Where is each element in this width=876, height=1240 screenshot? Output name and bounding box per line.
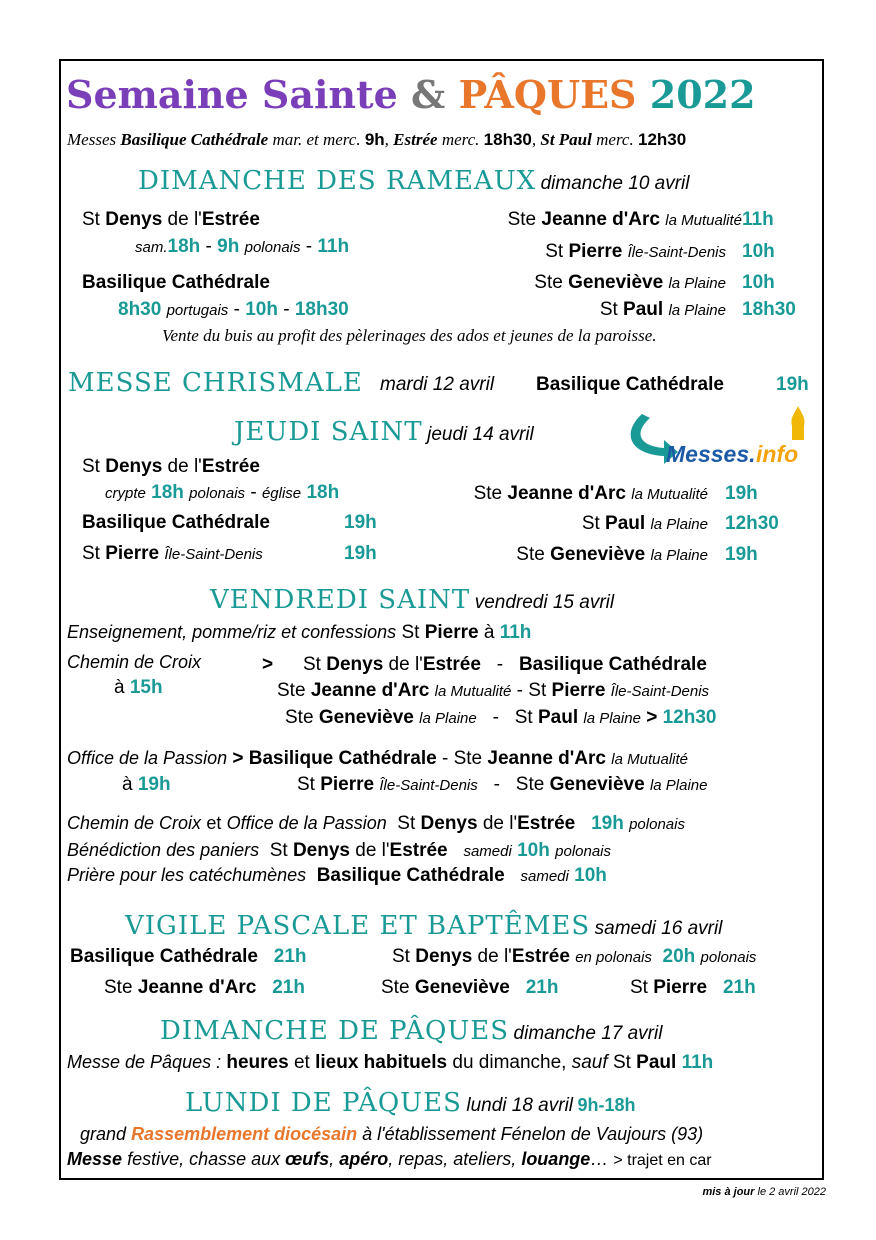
rameaux-genevieve: Ste Geneviève la Plaine — [534, 272, 726, 293]
vendredi-line-chemin-office: Chemin de Croix et Office de la Passion St Denys de l'Estrée 19h polonais — [67, 813, 685, 834]
vigile-jeanne: Ste Jeanne d'Arc 21h — [104, 977, 305, 998]
chemin-line3: Ste Geneviève la Plaine - St Paul la Plaine > 12h30 — [285, 707, 717, 728]
rameaux-paul: St Paul la Plaine — [599, 299, 726, 320]
jeudi-basilique-time: 19h — [344, 512, 377, 533]
jeudi-paul: St Paul la Plaine — [581, 513, 708, 534]
rameaux-basilique-times: 8h30 portugais - 10h - 18h30 — [118, 299, 349, 320]
office-time: à 19h — [122, 774, 171, 795]
vendredi-line-paniers: Bénédiction des paniers St Denys de l'Estrée samedi 10h polonais — [67, 840, 612, 861]
chrismale-heading: MESSE CHRISMALE — [68, 368, 363, 398]
lundi-line1: grand Rassemblement diocésain à l'établissement Fénelon de Vaujours (93) — [80, 1124, 704, 1144]
vigile-heading: VIGILE PASCALE ET BAPTÊMES samedi 16 avril — [125, 911, 723, 941]
chrismale-date: mardi 12 avril — [380, 374, 495, 395]
jeudi-jeanne-time: 19h — [725, 483, 758, 504]
candle-icon — [791, 406, 804, 426]
jeudi-basilique: Basilique Cathédrale — [82, 512, 270, 533]
rameaux-basilique: Basilique Cathédrale — [82, 272, 270, 293]
title-paques: PÂQUES — [458, 72, 637, 117]
rameaux-genevieve-time: 10h — [742, 272, 775, 293]
rameaux-jeanne: Ste Jeanne d'Arc la Mutualité — [507, 209, 742, 230]
vigile-genevieve: Ste Geneviève 21h — [381, 977, 559, 998]
svg-text:info: info — [756, 441, 799, 467]
jeudi-genevieve: Ste Geneviève la Plaine — [516, 544, 708, 565]
chemin-arrow: > — [262, 654, 274, 675]
vendredi-line-catechumenes: Prière pour les catéchumènes Basilique Cathédrale samedi 10h — [67, 865, 607, 886]
page-title — [66, 72, 756, 117]
paques-heading: DIMANCHE DE PÂQUES dimanche 17 avril — [160, 1016, 663, 1046]
rameaux-heading: DIMANCHE DES RAMEAUX dimanche 10 avril — [138, 166, 690, 196]
vendredi-enseignement: Enseignement, pomme/riz et confessions St Pierre à 11h — [67, 622, 532, 643]
vendredi-chemin-time: à 15h — [114, 677, 163, 698]
chrismale-time: 19h — [776, 374, 809, 395]
vendredi-chemin-label: Chemin de Croix — [67, 652, 202, 672]
title-year: 2022 — [649, 72, 756, 117]
rameaux-pierre-time: 10h — [742, 241, 775, 262]
office-line1: Office de la Passion > Basilique Cathédrale - Ste Jeanne d'Arc la Mutualité — [67, 748, 688, 769]
rameaux-note: Vente du buis au profit des pèlerinages des ados et jeunes de la paroisse. — [162, 326, 657, 345]
rameaux-pierre: St Pierre Île-Saint-Denis — [545, 241, 726, 262]
rameaux-denys-times: sam.18h - 9h polonais - 11h — [135, 236, 350, 257]
chrismale-place: Basilique Cathédrale — [536, 374, 724, 395]
title-semaine-sainte: Semaine Sainte — [66, 72, 398, 117]
weekday-masses: Messes Basilique Cathédrale mar. et merc. 9h, Estrée merc. 18h30, St Paul merc. 12h30 — [67, 130, 687, 149]
jeudi-pierre-time: 19h — [344, 543, 377, 564]
jeudi-heading: JEUDI SAINT jeudi 14 avril — [234, 417, 534, 447]
jeudi-pierre: St Pierre Île-Saint-Denis — [82, 543, 263, 564]
jeudi-jeanne: Ste Jeanne d'Arc la Mutualité — [473, 483, 708, 504]
jeudi-paul-time: 12h30 — [725, 513, 779, 534]
jeudi-denys: St Denys de l'Estrée — [82, 456, 260, 477]
title-ampersand: & — [411, 72, 446, 117]
rameaux-jeanne-time: 11h — [742, 209, 774, 230]
rameaux-denys: St Denys de l'Estrée — [82, 209, 260, 230]
vendredi-heading: VENDREDI SAINT vendredi 15 avril — [210, 585, 615, 615]
jeudi-denys-times: crypte 18h polonais - église 18h — [105, 482, 340, 503]
vigile-line1: Basilique Cathédrale 21h — [70, 946, 307, 967]
lundi-heading: LUNDI DE PÂQUES lundi 18 avril 9h-18h — [185, 1088, 636, 1118]
vigile-denys: St Denys de l'Estrée en polonais 20h polonais — [392, 946, 757, 967]
messes-info-logo — [620, 402, 814, 470]
chemin-line2: Ste Jeanne d'Arc la Mutualité - St Pierre Île-Saint-Denis — [277, 680, 710, 701]
paques-message: Messe de Pâques : heures et lieux habituels du dimanche, sauf St Paul 11h — [67, 1052, 714, 1073]
chemin-line1: St Denys de l'Estrée - Basilique Cathédrale — [303, 654, 707, 675]
svg-text:Messes.: Messes. — [666, 441, 756, 467]
rameaux-paul-time: 18h30 — [742, 299, 796, 320]
vigile-pierre: St Pierre 21h — [630, 977, 756, 998]
office-line2: St Pierre Île-Saint-Denis - Ste Geneviève la Plaine — [297, 774, 708, 795]
lundi-line2: Messe festive, chasse aux œufs, apéro, repas, ateliers, louange… > trajet en car — [67, 1149, 712, 1169]
update-note: mis à jour le 2 avril 2022 — [702, 1186, 826, 1198]
jeudi-genevieve-time: 19h — [725, 544, 758, 565]
